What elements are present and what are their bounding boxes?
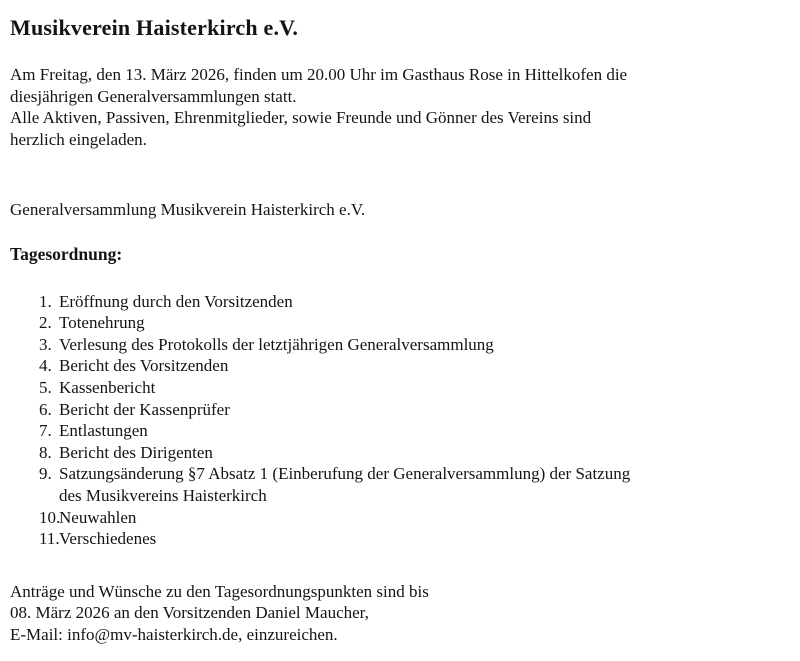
intro-line-3: Alle Aktiven, Passiven, Ehrenmitglieder, sowie Freunde und Gönner des Vereins sind — [10, 108, 592, 128]
agenda-item-number: 6. — [39, 399, 52, 419]
agenda-item-text: Verschiedenes — [59, 529, 157, 549]
agenda-item-2 — [39, 312, 790, 334]
agenda-item-text-line-1: Satzungsänderung §7 Absatz 1 (Einberufung der Generalversammlung) der Satzung — [59, 464, 631, 484]
agenda-item-10 — [39, 507, 790, 529]
agenda-item-8 — [39, 442, 790, 464]
agenda-item-text: Bericht des Vorsitzenden — [59, 356, 229, 376]
agenda-item-11 — [39, 528, 790, 550]
closing-line-1: Anträge und Wünsche zu den Tagesordnungspunkten sind bis — [10, 581, 429, 601]
agenda-item-number: 4. — [39, 356, 52, 376]
agenda-item-number: 8. — [39, 442, 52, 462]
document-title: Musikverein Haisterkirch e.V. — [10, 15, 299, 40]
agenda-item-5 — [39, 377, 790, 399]
agenda-item-text: Neuwahlen — [59, 507, 137, 527]
agenda-item-number: 7. — [39, 421, 52, 441]
intro-paragraph — [10, 64, 790, 150]
intro-line-4: herzlich eingeladen. — [10, 129, 147, 149]
agenda-item-number: 10. — [39, 507, 61, 527]
agenda-item-number: 11. — [39, 529, 60, 549]
closing-paragraph — [10, 581, 790, 646]
agenda-item-number: 2. — [39, 313, 52, 333]
agenda-item-1 — [39, 291, 790, 313]
agenda-item-9 — [39, 463, 790, 506]
agenda-item-text: Verlesung des Protokolls der letztjährigen Generalversammlung — [59, 334, 494, 354]
agenda-item-text: Kassenbericht — [59, 377, 156, 397]
agenda-item-6 — [39, 399, 790, 421]
agenda-item-3 — [39, 334, 790, 356]
agenda-item-number: 5. — [39, 377, 52, 397]
agenda-item-text: Bericht der Kassenprüfer — [59, 399, 230, 419]
closing-line-3: E-Mail: info@mv-haisterkirch.de, einzureichen. — [10, 624, 338, 644]
agenda-item-text: Totenehrung — [59, 313, 145, 333]
agenda-item-number: 9. — [39, 464, 52, 484]
agenda-item-text-line-2: des Musikvereins Haisterkirch — [59, 485, 267, 505]
agenda-item-text: Eröffnung durch den Vorsitzenden — [59, 291, 293, 311]
intro-line-2: diesjährigen Generalversammlungen statt. — [10, 86, 297, 106]
intro-line-1: Am Freitag, den 13. März 2026, finden um 20.00 Uhr im Gasthaus Rose in Hittelkofen die — [10, 65, 628, 84]
agenda-item-text — [59, 463, 790, 506]
subject-line: Generalversammlung Musikverein Haisterkirch e.V. — [10, 200, 366, 220]
agenda-list — [10, 291, 790, 550]
agenda-item-4 — [39, 355, 790, 377]
agenda-item-number: 3. — [39, 334, 52, 354]
agenda-item-7 — [39, 420, 790, 442]
agenda-heading: Tagesordnung: — [10, 243, 123, 264]
agenda-item-text: Entlastungen — [59, 421, 148, 441]
agenda-item-number: 1. — [39, 291, 52, 311]
closing-line-2: 08. März 2026 an den Vorsitzenden Daniel Maucher, — [10, 603, 369, 623]
agenda-item-text: Bericht des Dirigenten — [59, 442, 213, 462]
